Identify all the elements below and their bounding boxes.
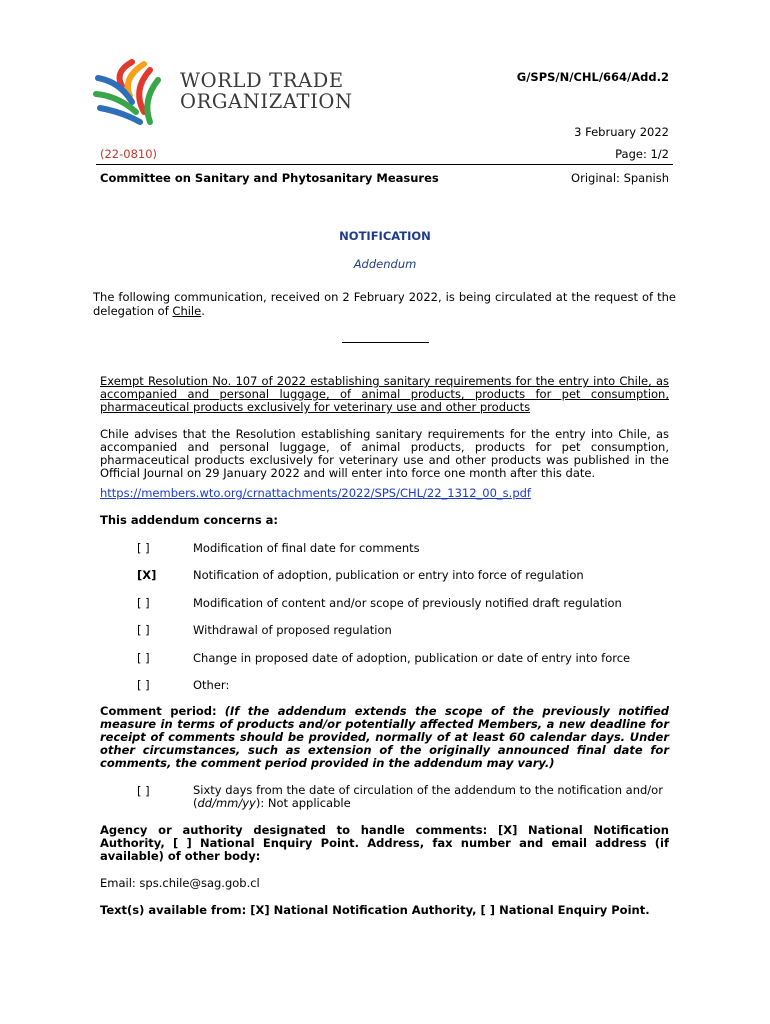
option-checkbox: [X] (137, 568, 157, 582)
option-label: Notification of adoption, publication or entry into force of regulation (193, 568, 584, 582)
document-symbol: G/SPS/N/CHL/664/Add.2 (516, 70, 669, 84)
committee-name: Committee on Sanitary and Phytosanitary Measures (100, 171, 439, 185)
original-language: Original: Spanish (571, 171, 669, 185)
sixty-days-text-end: ): Not applicable (255, 796, 351, 810)
wto-logo (92, 56, 353, 132)
date-format: dd/mm/yy (197, 796, 256, 810)
option-label: Change in proposed date of adoption, publication or date of entry into force (193, 651, 631, 665)
option-checkbox: [ ] (137, 678, 150, 692)
sixty-days-text-start: Sixty days from the date of circulation of the addendum to the notification and/or ( (193, 783, 663, 810)
section-divider (342, 342, 429, 343)
body-paragraph: Chile advises that the Resolution establishing sanitary requirements for the entry into Chile, as accompanied and personal luggage, of animal products, products for pet consumption, pharmaceutical products exclusively for veterinary use and other products was published in the Official Journal on 29 January 2022 and will enter into force one month after this date. (100, 427, 669, 480)
document-date: 3 February 2022 (574, 125, 669, 139)
sixty-days-text (193, 784, 673, 810)
option-checkbox: [ ] (137, 651, 150, 665)
intro-text-end: . (201, 303, 205, 318)
comment-period (100, 705, 669, 770)
org-name-line2: ORGANIZATION (180, 90, 353, 113)
contact-email: Email: sps.chile@sag.gob.cl (100, 876, 260, 890)
option-label: Withdrawal of proposed regulation (193, 623, 392, 637)
resolution-title: Exempt Resolution No. 107 of 2022 establishing sanitary requirements for the entry into Chile, as accompanied and personal luggage, of animal products, products for pet consumption, pharmaceutical products exclusively for veterinary use and other products (100, 374, 669, 414)
concerns-heading: This addendum concerns a: (100, 513, 279, 527)
sixty-days-checkbox: [ ] (137, 784, 150, 798)
option-label: Modification of final date for comments (193, 541, 420, 555)
wto-emblem-icon (92, 56, 176, 132)
org-name-line1: WORLD TRADE (180, 69, 344, 92)
intro-text: The following communication, received on 2 February 2022, is being circulated at the request of the delegation of (93, 290, 676, 318)
option-label: Other: (193, 678, 230, 692)
option-checkbox: [ ] (137, 596, 150, 610)
option-checkbox: [ ] (137, 623, 150, 637)
page-subtitle: Addendum (353, 257, 417, 271)
comment-period-label: Comment period: (100, 704, 217, 718)
option-label: Modification of content and/or scope of previously notified draft regulation (193, 596, 622, 610)
option-checkbox: [ ] (137, 541, 150, 555)
wto-wordmark (180, 70, 353, 112)
document-link[interactable]: https://members.wto.org/crnattachments/2022/SPS/CHL/22_1312_00_s.pdf (100, 486, 531, 500)
comment-period-text: (If the addendum extends the scope of the previously notified measure in terms of products and/or potentially affected Members, a new deadline for receipt of comments should be provided, normally of at least 60 calendar days. Under other circumstances, such as extension of the originally announced final date for comments, the comment period provided in the addendum may vary.) (100, 704, 669, 770)
texts-available: Text(s) available from: [X] National Notification Authority, [ ] National Enquiry Point. (100, 903, 650, 917)
intro-paragraph (93, 291, 676, 318)
agency-paragraph: Agency or authority designated to handle comments: [X] National Notification Authority, [ ] National Enquiry Point. Address, fax number and email address (if available) of other body: (100, 823, 669, 863)
page-title: NOTIFICATION (339, 229, 431, 243)
header-divider (96, 164, 673, 165)
document-link-row (100, 487, 669, 500)
intro-country: Chile (172, 303, 202, 318)
document-number: (22-0810) (100, 147, 158, 161)
page-number: Page: 1/2 (615, 147, 669, 161)
